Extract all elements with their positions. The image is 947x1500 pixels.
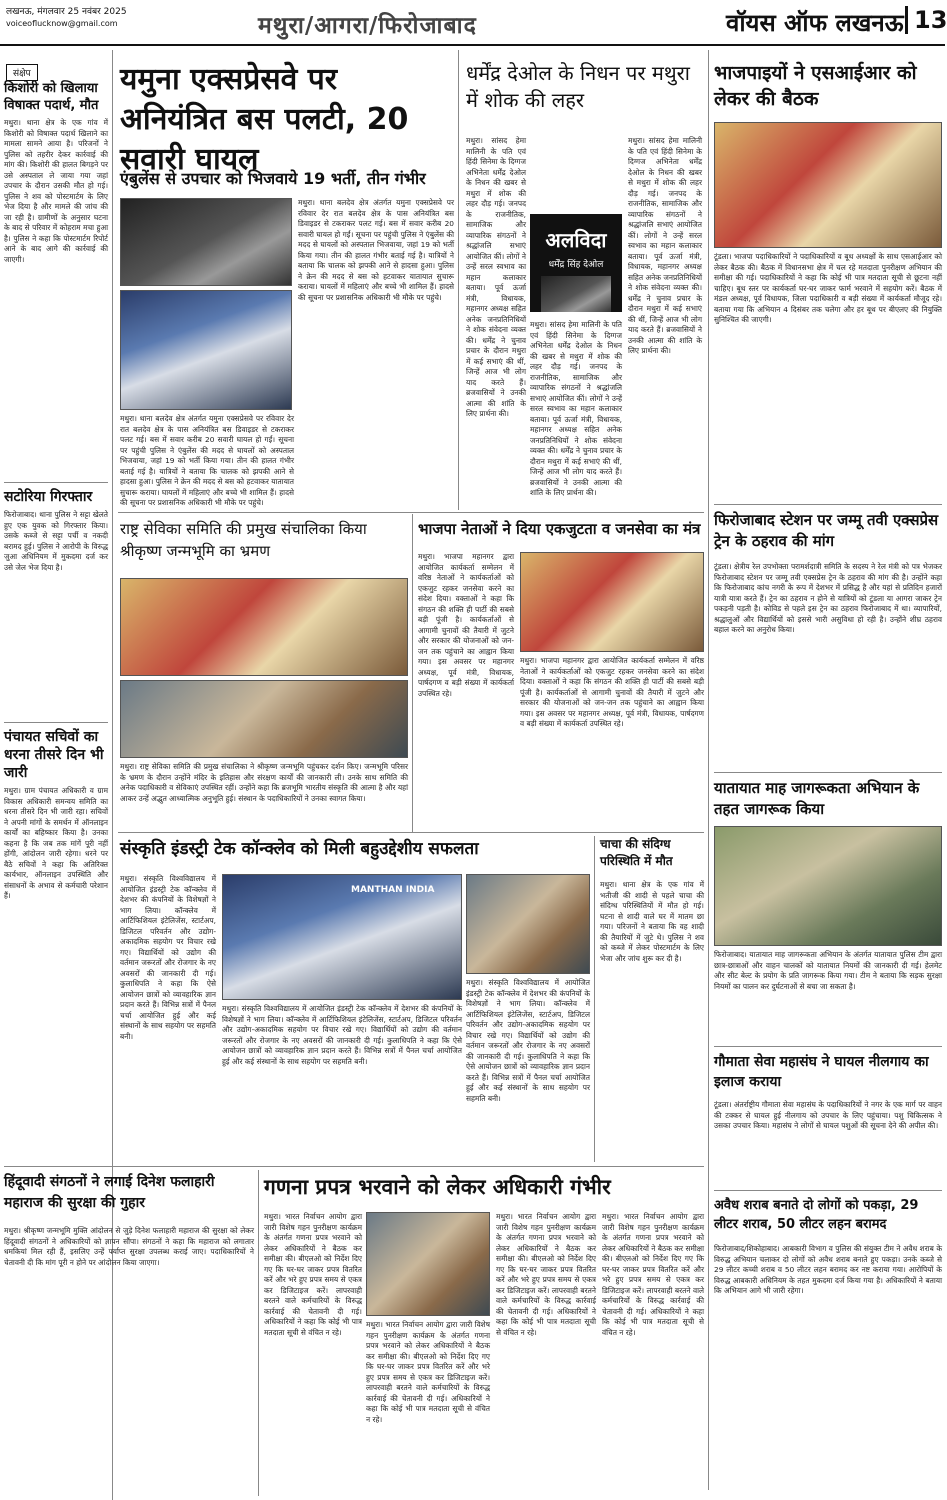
section-rule [118, 832, 704, 833]
condolence-portrait [541, 276, 611, 312]
liquor-body: फिरोजाबाद/शिकोहाबाद। आबकारी विभाग व पुलिस की संयुक्त टीम ने अवैध शराब के विरुद्ध अभियान चलाकर दो लोगों को अवैध शराब बनाते हुए पकड़ा। उनके कब्जे से 29 लीटर कच्ची शराब व 50 लीटर लहन बरामद कर नष्ट कराया गया। आरोपियों के विरुद्ध आबकारी अधिनियम के तहत मुकदमा दर्ज किया गया है। अधिकारियों ने बताया कि अभियान आगे भी जारी रहेगा। [714, 1244, 942, 1295]
hindu-body-block [4, 1226, 254, 1494]
cow-headline: गौमाता सेवा महासंघ ने घायल नीलगाय का इलाज कराया [714, 1054, 929, 1090]
page-number: 13 [905, 6, 947, 34]
rss-headline-block [120, 518, 400, 576]
sir-headline: भाजपाइयों ने एसआईआर को लेकर की बैठक [714, 62, 917, 110]
conclave-body-2: मथुरा। संस्कृति विश्वविद्यालय में आयोजित इंडस्ट्री टेक कॉन्क्लेव में देशभर की कंपनियों के विशेषज्ञों ने भाग लिया। कॉन्क्लेव में आर्टिफिशियल इंटेलिजेंस, स्टार्टअप, डिजिटल परिवर्तन और उद्योग-अकादमिक सहयोग पर विचार रखे गए। विद्यार्थियों को उद्योग की वर्तमान जरूरतों और रोजगार के नए अवसरों की जानकारी दी गई। कुलाधिपति ने कहा कि ऐसे आयोजन छात्रों को व्यावहारिक ज्ञान प्रदान करते हैं। विभिन्न सत्रों में पैनल चर्चा आयोजित हुई और कई संस्थानों के साथ सहयोग पर सहमति बनी। [222, 1004, 462, 1066]
census-body-col-4 [602, 1212, 704, 1494]
uncle-headline: चाचा की संदिग्ध परिस्थिति में मौत [600, 837, 673, 868]
lead-headline: यमुना एक्सप्रेसवे पर अनियंत्रित बस पलटी, 20 सवारी घायल [120, 62, 409, 177]
unity-headline-block [418, 518, 704, 548]
lead-headline-block [120, 60, 450, 177]
conclave-headline-block [120, 836, 590, 870]
traffic-body: फिरोजाबाद। यातायात माह जागरूकता अभियान के अंतर्गत यातायात पुलिस टीम द्वारा छात्र-छात्राओं और वाहन चालकों को यातायात नियमों की जानकारी दी गई। हेलमेट और सीट बेल्ट के प्रयोग के प्रति जागरूक किया गया। टीम ने बताया कि सड़क सुरक्षा नियमों का पालन कर दुर्घटनाओं से बचा जा सकता है। [714, 950, 942, 991]
lead-caption-col [120, 414, 294, 507]
deol-headline-block [466, 60, 706, 132]
liquor-headline: अवैध शराब बनाते दो लोगों को पकड़ा, 29 लीटर शराब, 50 लीटर लहन बरामद [714, 1198, 919, 1232]
hindu-headline-block [4, 1172, 254, 1224]
edition-website: voiceoflucknow@gmail.com [6, 19, 118, 28]
census-body-col-1 [264, 1212, 362, 1494]
condolence-badge [530, 214, 622, 312]
unity-body-col-2 [520, 656, 704, 828]
column-rule [708, 50, 709, 1490]
conclave-body-col-1 [120, 874, 216, 1162]
section-rule [714, 772, 942, 773]
unity-body-2: मथुरा। भाजपा महानगर द्वारा आयोजित कार्यकर्ता सम्मेलन में वरिष्ठ नेताओं ने कार्यकर्ताओं को एकजुट रहकर जनसेवा करने का संदेश दिया। वक्ताओं ने कहा कि संगठन की शक्ति ही पार्टी की सबसे बड़ी पूंजी है। कार्यकर्ताओं से आगामी चुनावों की तैयारी में जुटने और सरकार की योजनाओं को जन-जन तक पहुंचाने का आह्वान किया गया। इस अवसर पर महानगर अध्यक्ष, पूर्व मंत्री, विधायक, पार्षदगण व बड़ी संख्या में कार्यकर्ता उपस्थित रहे। [520, 656, 704, 728]
sir-photo [714, 122, 942, 248]
sidebar-tag: संक्षेप [6, 64, 38, 81]
rss-body-block [120, 762, 408, 828]
brief-article-2 [4, 488, 108, 718]
traffic-headline-block [714, 778, 942, 824]
conclave-body-col-3 [466, 978, 590, 1162]
census-body-3: मथुरा। भारत निर्वाचन आयोग द्वारा जारी विशेष गहन पुनरीक्षण कार्यक्रम के अंतर्गत गणना प्रपत्र भरवाने को लेकर अधिकारियों ने बैठक कर समीक्षा की। बीएलओ को निर्देश दिए गए कि घर-घर जाकर प्रपत्र वितरित करें और भरे हुए प्रपत्र समय से एकत्र कर डिजिटाइज करें। लापरवाही बरतने वाले कर्मचारियों के विरुद्ध कार्रवाई की चेतावनी दी गई। अधिकारियों ने कहा कि कोई भी पात्र मतदाता सूची से वंचित न रहे। [496, 1212, 596, 1337]
hindu-headline: हिंदूवादी संगठनों ने लगाई दिनेश फलाहारी महाराज की सुरक्षा की गुहार [4, 1174, 215, 1211]
census-body-2: मथुरा। भारत निर्वाचन आयोग द्वारा जारी विशेष गहन पुनरीक्षण कार्यक्रम के अंतर्गत गणना प्रपत्र भरवाने को लेकर अधिकारियों ने बैठक कर समीक्षा की। बीएलओ को निर्देश दिए गए कि घर-घर जाकर प्रपत्र वितरित करें और भरे हुए प्रपत्र समय से एकत्र कर डिजिटाइज करें। लापरवाही बरतने वाले कर्मचारियों के विरुद्ध कार्रवाई की चेतावनी दी गई। अधिकारियों ने कहा कि कोई भी पात्र मतदाता सूची से वंचित न रहे। [366, 1320, 490, 1424]
deol-body-1: मथुरा। सांसद हेमा मालिनी के पति एवं हिंदी सिनेमा के दिग्गज अभिनेता धर्मेंद्र देओल के निधन की खबर से मथुरा में शोक की लहर दौड़ गई। जनपद के राजनीतिक, सामाजिक और व्यापारिक संगठनों ने श्रद्धांजलि सभाएं आयोजित कीं। लोगों ने उन्हें सरल स्वभाव का महान कलाकार बताया। पूर्व ऊर्जा मंत्री, विधायक, महानगर अध्यक्ष सहित अनेक जनप्रतिनिधियों ने शोक संवेदना व्यक्त की। धर्मेंद्र ने चुनाव प्रचार के दौरान मथुरा में कई सभाएं की थीं, जिन्हें आज भी लोग याद करते हैं। ब्रजवासियों ने उनकी आत्मा की शांति के लिए प्रार्थना की। [466, 136, 526, 418]
lead-caption: मथुरा। थाना बलदेव क्षेत्र अंतर्गत यमुना एक्सप्रेसवे पर रविवार देर रात बलदेव क्षेत्र के पास अनियंत्रित बस डिवाइडर से टकराकर पलट गई। बस में सवार करीब 20 सवारी घायल हो गईं। सूचना पर पहुंची पुलिस ने एंबुलेंस की मदद से घायलों को अस्पताल भिजवाया, जहां 19 को भर्ती किया गया। तीन की हालत गंभीर बताई गई है। यात्रियों ने बताया कि चालक को झपकी आने से हादसा हुआ। पुलिस ने क्रेन की मदद से बस को हटवाकर यातायात सुचारू कराया। घायलों में महिलाएं और बच्चे भी शामिल हैं। हादसे की सूचना पर प्रशासनिक अधिकारी भी मौके पर पहुंचे। [120, 414, 294, 507]
section-rule [4, 1166, 704, 1167]
rss-photo-1 [120, 578, 408, 676]
deol-body-col-2 [530, 320, 622, 506]
lead-body-col [298, 198, 454, 498]
rss-body: मथुरा। राष्ट्र सेविका समिति की प्रमुख संचालिका ने श्रीकृष्ण जन्मभूमि पहुंचकर दर्शन किए। जन्मभूमि परिसर के भ्रमण के दौरान उन्होंने मंदिर के इतिहास और संरक्षण कार्यों की जानकारी ली। उनके साथ समिति की अनेक पदाधिकारी व सेविकाएं उपस्थित रहीं। उन्होंने कहा कि ब्रजभूमि भारतीय संस्कृति की आत्मा है और यहां आकर उन्हें अद्भुत आध्यात्मिक अनुभूति हुई। संस्थान के पदाधिकारियों ने उनका स्वागत किया। [120, 762, 408, 803]
section-rule [4, 722, 108, 723]
deol-body-2: मथुरा। सांसद हेमा मालिनी के पति एवं हिंदी सिनेमा के दिग्गज अभिनेता धर्मेंद्र देओल के निधन की खबर से मथुरा में शोक की लहर दौड़ गई। जनपद के राजनीतिक, सामाजिक और व्यापारिक संगठनों ने श्रद्धांजलि सभाएं आयोजित कीं। लोगों ने उन्हें सरल स्वभाव का महान कलाकार बताया। पूर्व ऊर्जा मंत्री, विधायक, महानगर अध्यक्ष सहित अनेक जनप्रतिनिधियों ने शोक संवेदना व्यक्त की। धर्मेंद्र ने चुनाव प्रचार के दौरान मथुरा में कई सभाएं की थीं, जिन्हें आज भी लोग याद करते हैं। ब्रजवासियों ने उनकी आत्मा की शांति के लिए प्रार्थना की। [530, 320, 622, 497]
sir-body-block [714, 252, 942, 500]
condolence-name: धर्मेंद्र सिंह देओल [548, 260, 604, 270]
masthead [0, 0, 945, 46]
conclave-photo [222, 874, 462, 1000]
brief-2-body: फिरोजाबाद। थाना पुलिस ने सट्टा खेलते हुए एक युवक को गिरफ्तार किया। उसके कब्जे से सट्टा पर्ची व नकदी बरामद हुई। पुलिस ने आरोपी के विरुद्ध जुआ अधिनियम में मुकदमा दर्ज कर उसे जेल भेज दिया है। [4, 510, 108, 572]
edition-date: लखनऊ, मंगलवार 25 नवंबर 2025 [6, 7, 127, 17]
census-body-1: मथुरा। भारत निर्वाचन आयोग द्वारा जारी विशेष गहन पुनरीक्षण कार्यक्रम के अंतर्गत गणना प्रपत्र भरवाने को लेकर अधिकारियों ने बैठक कर समीक्षा की। बीएलओ को निर्देश दिए गए कि घर-घर जाकर प्रपत्र वितरित करें और भरे हुए प्रपत्र समय से एकत्र कर डिजिटाइज करें। लापरवाही बरतने वाले कर्मचारियों के विरुद्ध कार्रवाई की चेतावनी दी गई। अधिकारियों ने कहा कि कोई भी पात्र मतदाता सूची से वंचित न रहे। [264, 1212, 362, 1337]
census-photo [366, 1212, 490, 1316]
cow-headline-block [714, 1052, 942, 1098]
rss-headline: राष्ट्र सेविका समिति की प्रमुख संचालिका किया श्रीकृष्ण जन्मभूमि का भ्रमण [120, 520, 367, 560]
column-rule [258, 1170, 259, 1496]
section-rule [714, 1046, 942, 1047]
rss-photo-2 [120, 680, 408, 758]
conclave-body-3: मथुरा। संस्कृति विश्वविद्यालय में आयोजित इंडस्ट्री टेक कॉन्क्लेव में देशभर की कंपनियों के विशेषज्ञों ने भाग लिया। कॉन्क्लेव में आर्टिफिशियल इंटेलिजेंस, स्टार्टअप, डिजिटल परिवर्तन और उद्योग-अकादमिक सहयोग पर विचार रखे गए। विद्यार्थियों को उद्योग की वर्तमान जरूरतों और रोजगार के नए अवसरों की जानकारी दी गई। कुलाधिपति ने कहा कि ऐसे आयोजन छात्रों को व्यावहारिक ज्ञान प्रदान करते हैं। विभिन्न सत्रों में पैनल चर्चा आयोजित हुई और कई संस्थानों के साथ सहयोग पर सहमति बनी। [466, 978, 590, 1103]
brief-3-body: मथुरा। ग्राम पंचायत अधिकारी व ग्राम विकास अधिकारी समन्वय समिति का धरना तीसरे दिन भी जारी रहा। सचिवों ने अपनी मांगों के समर्थन में ऑनलाइन कार्यों का बहिष्कार किया है। उनका कहना है कि जब तक मांगें पूरी नहीं होंगी, आंदोलन जारी रहेगा। धरने पर बैठे सचिवों ने कहा कि अतिरिक्त कार्यभार, ऑनलाइन उपस्थिति और संसाधनों के अभाव से कर्मचारी परेशान हैं। [4, 786, 108, 900]
liquor-headline-block [714, 1196, 942, 1242]
brief-article-1 [4, 80, 108, 480]
lead-subhead-block [120, 168, 450, 194]
brief-3-title: पंचायत सचिवों का धरना तीसरे दिन भी जारी [4, 729, 104, 781]
lead-photo-2 [120, 290, 292, 410]
brief-1-body: मथुरा। थाना क्षेत्र के एक गांव में किशोरी को विषाक्त पदार्थ खिलाने का मामला सामने आया है। परिजनों ने पुलिस को तहरीर देकर कार्रवाई की मांग की। किशोरी की हालत बिगड़ने पर उसे अस्पताल ले जाया गया जहां उपचार के दौरान उसकी मौत हो गई। पुलिस ने शव को पोस्टमार्टम के लिए भेज दिया है और मामले की जांच की जा रही है। ग्रामीणों के अनुसार घटना के बाद से परिवार में कोहराम मचा हुआ है। पुलिस ने कहा कि पोस्टमार्टम रिपोर्ट आने के बाद आगे की कार्रवाई की जाएगी। [4, 118, 108, 264]
section-rule [714, 1190, 942, 1191]
census-body-col-3 [496, 1212, 596, 1494]
census-headline-block [264, 1172, 704, 1208]
column-rule [594, 836, 595, 1162]
station-body-block [714, 562, 942, 768]
census-body-4: मथुरा। भारत निर्वाचन आयोग द्वारा जारी विशेष गहन पुनरीक्षण कार्यक्रम के अंतर्गत गणना प्रपत्र भरवाने को लेकर अधिकारियों ने बैठक कर समीक्षा की। बीएलओ को निर्देश दिए गए कि घर-घर जाकर प्रपत्र वितरित करें और भरे हुए प्रपत्र समय से एकत्र कर डिजिटाइज करें। लापरवाही बरतने वाले कर्मचारियों के विरुद्ध कार्रवाई की चेतावनी दी गई। अधिकारियों ने कहा कि कोई भी पात्र मतदाता सूची से वंचित न रहे। [602, 1212, 704, 1337]
conclave-photo-2 [466, 874, 590, 974]
unity-body-1: मथुरा। भाजपा महानगर द्वारा आयोजित कार्यकर्ता सम्मेलन में वरिष्ठ नेताओं ने कार्यकर्ताओं को एकजुट रहकर जनसेवा करने का संदेश दिया। वक्ताओं ने कहा कि संगठन की शक्ति ही पार्टी की सबसे बड़ी पूंजी है। कार्यकर्ताओं से आगामी चुनावों की तैयारी में जुटने और सरकार की योजनाओं को जन-जन तक पहुंचाने का आह्वान किया गया। इस अवसर पर महानगर अध्यक्ष, पूर्व मंत्री, विधायक, पार्षदगण व बड़ी संख्या में कार्यकर्ता उपस्थित रहे। [418, 552, 514, 698]
condolence-title: अलविदा [545, 228, 607, 252]
cow-body-block [714, 1100, 942, 1186]
census-body-col-2 [366, 1320, 490, 1494]
lead-body: मथुरा। थाना बलदेव क्षेत्र अंतर्गत यमुना एक्सप्रेसवे पर रविवार देर रात बलदेव क्षेत्र के पास अनियंत्रित बस डिवाइडर से टकराकर पलट गई। बस में सवार करीब 20 सवारी घायल हो गईं। सूचना पर पहुंची पुलिस ने एंबुलेंस की मदद से घायलों को अस्पताल भिजवाया, जहां 19 को भर्ती किया गया। तीन की हालत गंभीर बताई गई है। यात्रियों ने बताया कि चालक को झपकी आने से हादसा हुआ। पुलिस ने क्रेन की मदद से बस को हटवाकर यातायात सुचारू कराया। घायलों में महिलाएं और बच्चे भी शामिल हैं। हादसे की सूचना पर प्रशासनिक अधिकारी भी मौके पर पहुंचे। [298, 198, 454, 302]
deol-headline: धर्मेंद्र देओल के निधन पर मथुरा में शोक की लहर [466, 61, 690, 112]
section-rule [4, 482, 108, 483]
column-rule [412, 514, 413, 832]
conclave-banner: MANTHAN INDIA [351, 885, 435, 895]
paper-name: वॉयस ऑफ लखनऊ [726, 9, 904, 37]
conclave-body-1: मथुरा। संस्कृति विश्वविद्यालय में आयोजित इंडस्ट्री टेक कॉन्क्लेव में देशभर की कंपनियों के विशेषज्ञों ने भाग लिया। कॉन्क्लेव में आर्टिफिशियल इंटेलिजेंस, स्टार्टअप, डिजिटल परिवर्तन और उद्योग-अकादमिक सहयोग पर विचार रखे गए। विद्यार्थियों को उद्योग की वर्तमान जरूरतों और रोजगार के नए अवसरों की जानकारी दी गई। कुलाधिपति ने कहा कि ऐसे आयोजन छात्रों को व्यावहारिक ज्ञान प्रदान करते हैं। विभिन्न सत्रों में पैनल चर्चा आयोजित हुई और कई संस्थानों के साथ सहयोग पर सहमति बनी। [120, 874, 216, 1041]
lead-subhead: एंबुलेंस से उपचार को भिजवाये 19 भर्ती, तीन गंभीर [120, 169, 426, 188]
brief-2-title: सटोरिया गिरफ्तार [4, 489, 93, 505]
traffic-body-block [714, 950, 942, 1042]
deol-body-col-3 [628, 136, 702, 506]
liquor-body-block [714, 1244, 942, 1494]
traffic-photo [714, 826, 942, 946]
region-title: मथुरा/आगरा/फिरोजाबाद [258, 13, 477, 39]
unity-photo [520, 552, 704, 652]
brief-1-title: किशोरी को खिलाया विषाक्त पदार्थ, मौत [4, 81, 99, 113]
station-headline-block [714, 510, 942, 560]
conclave-body-col-2 [222, 1004, 462, 1162]
deol-body-3: मथुरा। सांसद हेमा मालिनी के पति एवं हिंदी सिनेमा के दिग्गज अभिनेता धर्मेंद्र देओल के निधन की खबर से मथुरा में शोक की लहर दौड़ गई। जनपद के राजनीतिक, सामाजिक और व्यापारिक संगठनों ने श्रद्धांजलि सभाएं आयोजित कीं। लोगों ने उन्हें सरल स्वभाव का महान कलाकार बताया। पूर्व ऊर्जा मंत्री, विधायक, महानगर अध्यक्ष सहित अनेक जनप्रतिनिधियों ने शोक संवेदना व्यक्त की। धर्मेंद्र ने चुनाव प्रचार के दौरान मथुरा में कई सभाएं की थीं, जिन्हें आज भी लोग याद करते हैं। ब्रजवासियों ने उनकी आत्मा की शांति के लिए प्रार्थना की। [628, 136, 702, 355]
conclave-headline: संस्कृति इंडस्ट्री टेक कॉन्क्लेव को मिली बहुउद्देशीय सफलता [120, 839, 479, 859]
unity-body-col-1 [418, 552, 514, 828]
census-headline: गणना प्रपत्र भरवाने को लेकर अधिकारी गंभीर [264, 1175, 611, 1199]
station-headline: फिरोजाबाद स्टेशन पर जम्मू तवी एक्सप्रेस ट्रेन के ठहराव की मांग [714, 511, 939, 550]
sir-body: टूंडला। भाजपा पदाधिकारियों ने पदाधिकारियों व बूथ अध्यक्षों के साथ एसआईआर को लेकर बैठक की। बैठक में विधानसभा क्षेत्र में चल रहे मतदाता पुनरीक्षण अभियान की समीक्षा की गई। पदाधिकारियों ने कहा कि कोई भी पात्र मतदाता सूची से छूटना नहीं चाहिए। बूथ स्तर पर कार्यकर्ता घर-घर जाकर फार्म भरवाने में सहयोग करें। बैठक में मंडल अध्यक्ष, पूर्व विधायक, जिला पदाधिकारी व बड़ी संख्या में कार्यकर्ता मौजूद रहे। बताया गया कि अभियान 4 दिसंबर तक चलेगा और हर बूथ पर बीएलए की नियुक्ति सुनिश्चित की जाएगी। [714, 252, 942, 324]
uncle-headline-block [600, 836, 704, 876]
hindu-body: मथुरा। श्रीकृष्ण जन्मभूमि मुक्ति आंदोलन से जुड़े दिनेश फलाहारी महाराज की सुरक्षा को लेकर हिंदूवादी संगठनों ने अधिकारियों को ज्ञापन सौंपा। संगठनों ने कहा कि महाराज को लगातार धमकियां मिल रही हैं, इसलिए उन्हें पर्याप्त सुरक्षा उपलब्ध कराई जाए। पदाधिकारियों ने चेतावनी दी कि मांग पूरी न होने पर आंदोलन किया जाएगा। [4, 1226, 254, 1267]
cow-body: टूंडला। अंतर्राष्ट्रीय गौमाता सेवा महासंघ के पदाधिकारियों ने नगर के एक मार्ग पर वाहन की टक्कर से घायल हुई नीलगाय को उपचार के लिए पहुंचाया। पशु चिकित्सक ने उसका उपचार किया। महासंघ ने लोगों से घायल पशुओं की सूचना देने की अपील की। [714, 1100, 942, 1130]
uncle-body-block [600, 880, 704, 1162]
deol-body-col-1 [466, 136, 526, 506]
sir-headline-block [714, 60, 942, 120]
unity-headline: भाजपा नेताओं ने दिया एकजुटता व जनसेवा का मंत्र [418, 520, 701, 538]
section-rule [714, 504, 942, 505]
column-rule [458, 50, 459, 510]
lead-photo-1 [120, 198, 292, 286]
section-rule [118, 512, 704, 513]
uncle-body: मथुरा। थाना क्षेत्र के एक गांव में भतीजी की शादी से पहले चाचा की संदिग्ध परिस्थितियों में मौत हो गई। घटना से शादी वाले घर में मातम छा गया। परिजनों ने बताया कि वह शादी की तैयारियों में जुटे थे। पुलिस ने शव को कब्जे में लेकर पोस्टमार्टम के लिए भेजा और जांच शुरू कर दी है। [600, 880, 704, 963]
station-body: टूंडला। क्षेत्रीय रेल उपभोक्ता परामर्शदात्री समिति के सदस्य ने रेल मंत्री को पत्र भेजकर फिरोजाबाद स्टेशन पर जम्मू तवी एक्सप्रेस ट्रेन के ठहराव की मांग की है। उन्होंने कहा कि फिरोजाबाद कांच नगरी के रूप में देशभर में प्रसिद्ध है और यहां से प्रतिदिन हजारों यात्री यात्रा करते हैं। ट्रेन का ठहराव न होने से यात्रियों को टूंडला या आगरा जाकर ट्रेन पकड़नी पड़ती है। कोविड से पहले इस ट्रेन का ठहराव फिरोजाबाद में था। व्यापारियों, श्रद्धालुओं और विद्यार्थियों को इससे भारी असुविधा हो रही है। उन्होंने शीघ्र ठहराव बहाल करने का अनुरोध किया। [714, 562, 942, 634]
traffic-headline: यातायात माह जागरूकता अभियान के तहत जागरूक किया [714, 779, 920, 818]
